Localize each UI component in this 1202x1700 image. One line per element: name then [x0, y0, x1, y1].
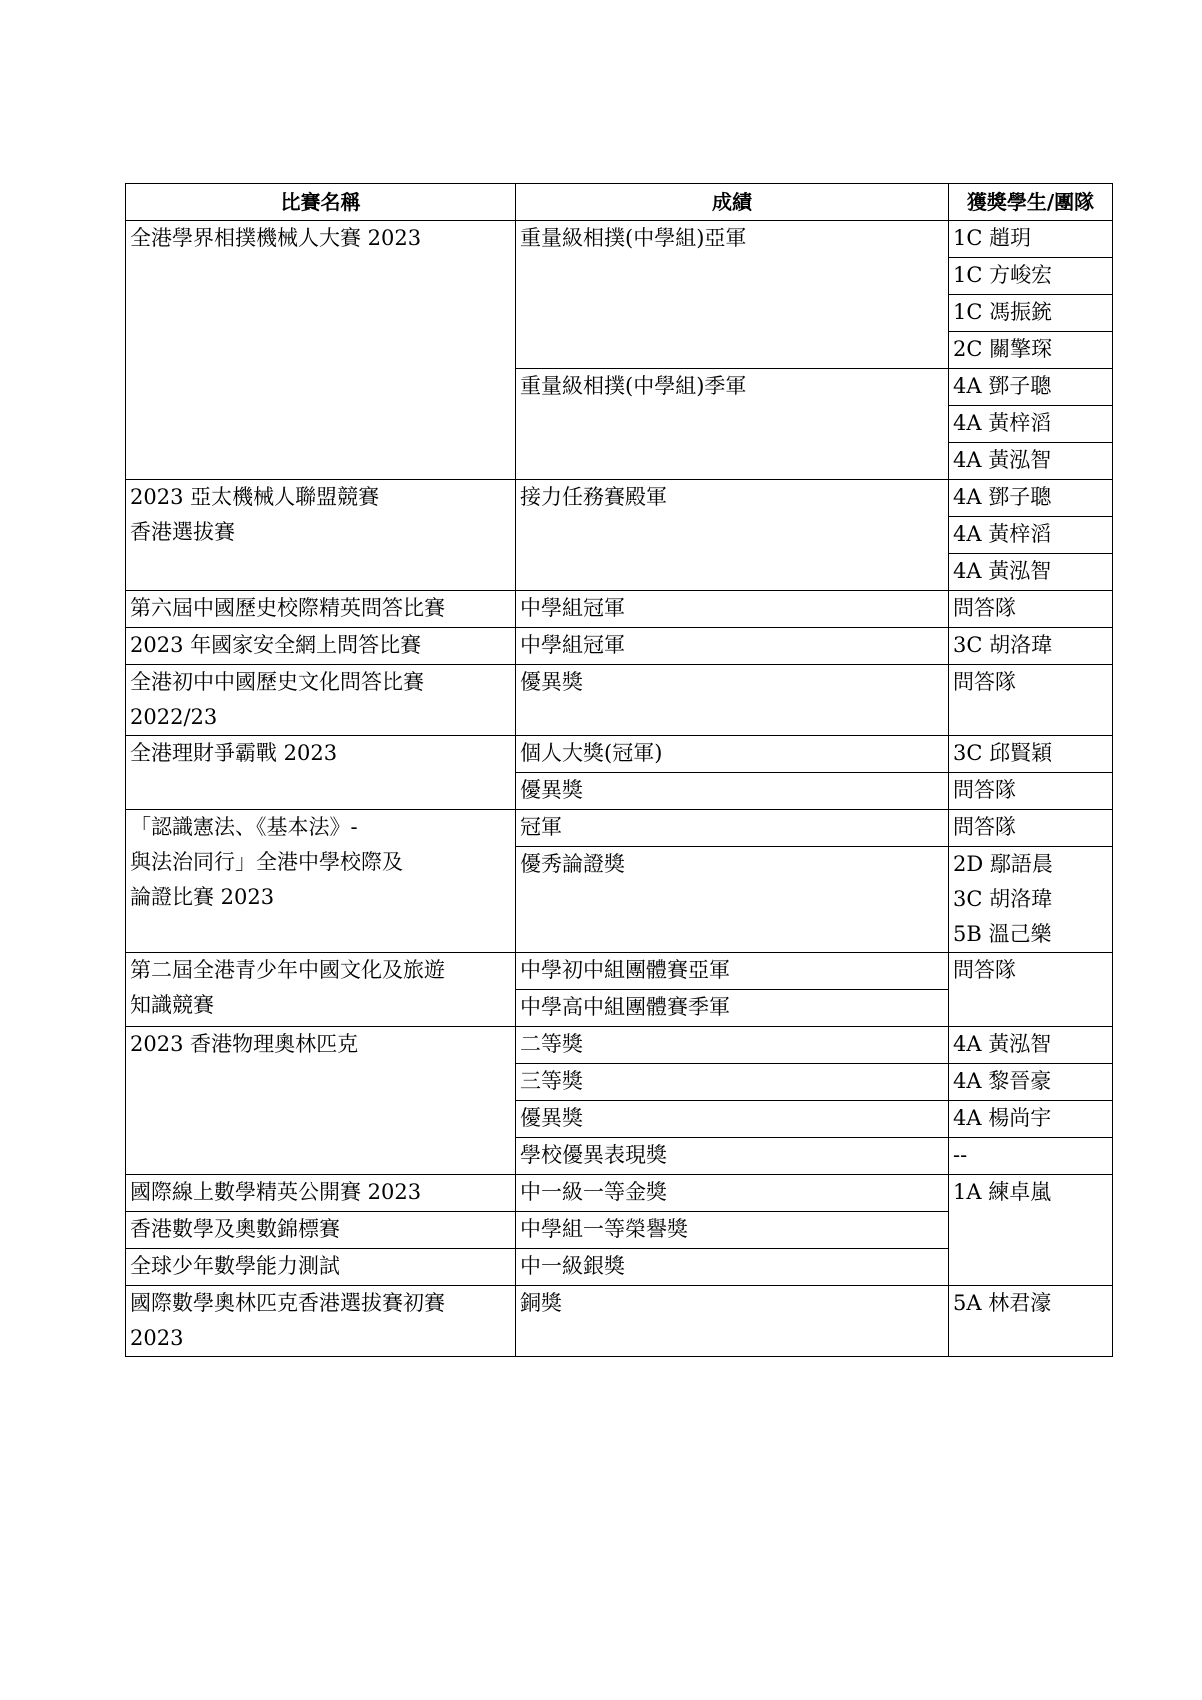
winner: 4A 黃梓滔 — [949, 406, 1113, 443]
competition-name-line: 香港選拔賽 — [130, 520, 235, 544]
winner: 4A 黃泓智 — [949, 1027, 1113, 1064]
competition-name — [126, 665, 516, 736]
result: 優異獎 — [516, 773, 949, 810]
competition-name-line: 第二屆全港青少年中國文化及旅遊 — [130, 958, 445, 982]
winner: 問答隊 — [949, 810, 1113, 847]
result: 中一級一等金獎 — [516, 1175, 949, 1212]
table-row — [126, 1027, 1113, 1064]
competition-name: 2023 年國家安全網上問答比賽 — [126, 628, 516, 665]
result: 銅獎 — [516, 1286, 949, 1357]
result: 優異獎 — [516, 1101, 949, 1138]
competition-name: 全港理財爭霸戰 2023 — [126, 736, 516, 810]
winner: 4A 鄧子聰 — [949, 480, 1113, 517]
result: 三等獎 — [516, 1064, 949, 1101]
winner: 1C 馮振銃 — [949, 295, 1113, 332]
winner: 4A 黃泓智 — [949, 443, 1113, 480]
table-row — [126, 810, 1113, 847]
table-row — [126, 736, 1113, 773]
winner: 4A 黃梓滔 — [949, 517, 1113, 554]
table-row — [126, 1286, 1113, 1357]
competition-name-line: 與法治同行」全港中學校際及 — [130, 850, 403, 874]
awards-table — [125, 183, 1113, 1357]
result: 二等獎 — [516, 1027, 949, 1064]
winner-line: 5B 溫己樂 — [953, 922, 1052, 946]
winner: -- — [949, 1138, 1113, 1175]
table-row — [126, 480, 1113, 517]
result: 重量級相撲(中學組)亞軍 — [516, 221, 949, 369]
winner-line: 3C 胡洛瑋 — [953, 887, 1053, 911]
result: 中學高中組團體賽季軍 — [516, 990, 949, 1027]
result: 學校優異表現獎 — [516, 1138, 949, 1175]
result: 優異獎 — [516, 665, 949, 736]
winner: 3C 胡洛瑋 — [949, 628, 1113, 665]
table-row — [126, 665, 1113, 736]
winner: 1C 趙玥 — [949, 221, 1113, 258]
competition-name: 全港學界相撲機械人大賽 2023 — [126, 221, 516, 480]
competition-name-line: 知識競賽 — [130, 993, 214, 1017]
competition-name — [126, 953, 516, 1027]
winner: 問答隊 — [949, 953, 1113, 1027]
winner: 問答隊 — [949, 773, 1113, 810]
competition-name: 全球少年數學能力測試 — [126, 1249, 516, 1286]
competition-name-line: 國際數學奧林匹克香港選拔賽初賽 — [130, 1291, 445, 1315]
header-winner: 獲獎學生/團隊 — [949, 184, 1113, 221]
competition-name — [126, 1286, 516, 1357]
winner: 4A 黎晉豪 — [949, 1064, 1113, 1101]
winner-line: 2D 鄢語晨 — [953, 852, 1053, 876]
result: 重量級相撲(中學組)季軍 — [516, 369, 949, 480]
result: 冠軍 — [516, 810, 949, 847]
result: 中學初中組團體賽亞軍 — [516, 953, 949, 990]
result: 個人大獎(冠軍) — [516, 736, 949, 773]
winner: 4A 楊尚宇 — [949, 1101, 1113, 1138]
header-result: 成績 — [516, 184, 949, 221]
result: 中學組一等榮譽獎 — [516, 1212, 949, 1249]
result: 中學組冠軍 — [516, 628, 949, 665]
competition-name-line: 全港初中中國歷史文化問答比賽 — [130, 670, 424, 694]
table-row — [126, 591, 1113, 628]
competition-name: 香港數學及奧數錦標賽 — [126, 1212, 516, 1249]
competition-name-line: 2023 亞太機械人聯盟競賽 — [130, 485, 380, 509]
table-row — [126, 628, 1113, 665]
winner: 4A 鄧子聰 — [949, 369, 1113, 406]
table-row — [126, 1175, 1113, 1212]
header-competition: 比賽名稱 — [126, 184, 516, 221]
competition-name: 國際線上數學精英公開賽 2023 — [126, 1175, 516, 1212]
competition-name — [126, 810, 516, 953]
competition-name: 第六屆中國歷史校際精英問答比賽 — [126, 591, 516, 628]
competition-name-line: 「認識憲法、《基本法》- — [130, 815, 358, 839]
winner: 1A 練卓嵐 — [949, 1175, 1113, 1286]
winner: 5A 林君濠 — [949, 1286, 1113, 1357]
winner — [949, 847, 1113, 953]
header-row — [126, 184, 1113, 221]
competition-name: 2023 香港物理奧林匹克 — [126, 1027, 516, 1175]
winner: 3C 邱賢穎 — [949, 736, 1113, 773]
competition-name — [126, 480, 516, 591]
table-row — [126, 221, 1113, 258]
winner: 1C 方峻宏 — [949, 258, 1113, 295]
result: 接力任務賽殿軍 — [516, 480, 949, 591]
competition-name-line: 2023 — [130, 1326, 184, 1350]
competition-name-line: 2022/23 — [130, 705, 218, 729]
winner: 4A 黃泓智 — [949, 554, 1113, 591]
result: 優秀論證獎 — [516, 847, 949, 953]
winner: 問答隊 — [949, 591, 1113, 628]
table-row — [126, 953, 1113, 990]
winner: 2C 關擎琛 — [949, 332, 1113, 369]
competition-name-line: 論證比賽 2023 — [130, 885, 275, 909]
result: 中一級銀獎 — [516, 1249, 949, 1286]
winner: 問答隊 — [949, 665, 1113, 736]
result: 中學組冠軍 — [516, 591, 949, 628]
